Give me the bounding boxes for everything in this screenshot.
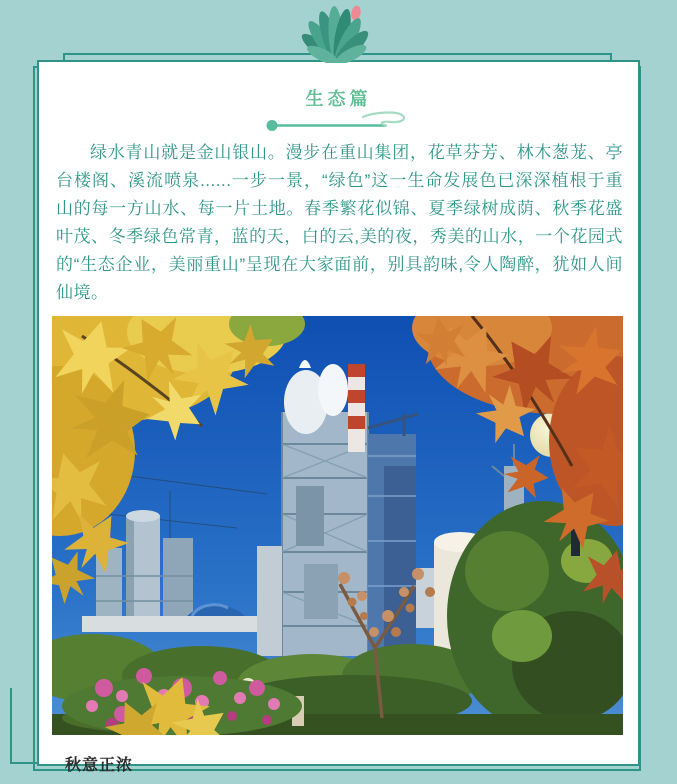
factory-photo — [52, 316, 623, 735]
article-header — [39, 89, 638, 133]
photo-caption: 秋意正浓 — [65, 757, 134, 774]
flourish-icon — [264, 111, 414, 133]
page-title: 生态篇 — [305, 89, 372, 109]
article-paragraph: 绿水青山就是金山银山。漫步在重山集团，花草芬芳、林木葱茏、亭台楼阁、溪流喷泉......一步一景，“绿色”这一生命发展色已深深植根于重山的每一方山水、每一片土地。春季繁花似锦、夏季绿树成荫、秋季花盛叶茂、冬季绿色常青，蓝的天，白的云,美的夜，秀美的山水，一个花园式的“生态企业，美丽重山”呈现在大家面前，别具韵味,令人陶醉，犹如人间仙境。 — [56, 143, 623, 302]
article-card — [37, 60, 640, 774]
frame-corner-accent — [10, 688, 38, 764]
plant-icon — [296, 5, 378, 63]
